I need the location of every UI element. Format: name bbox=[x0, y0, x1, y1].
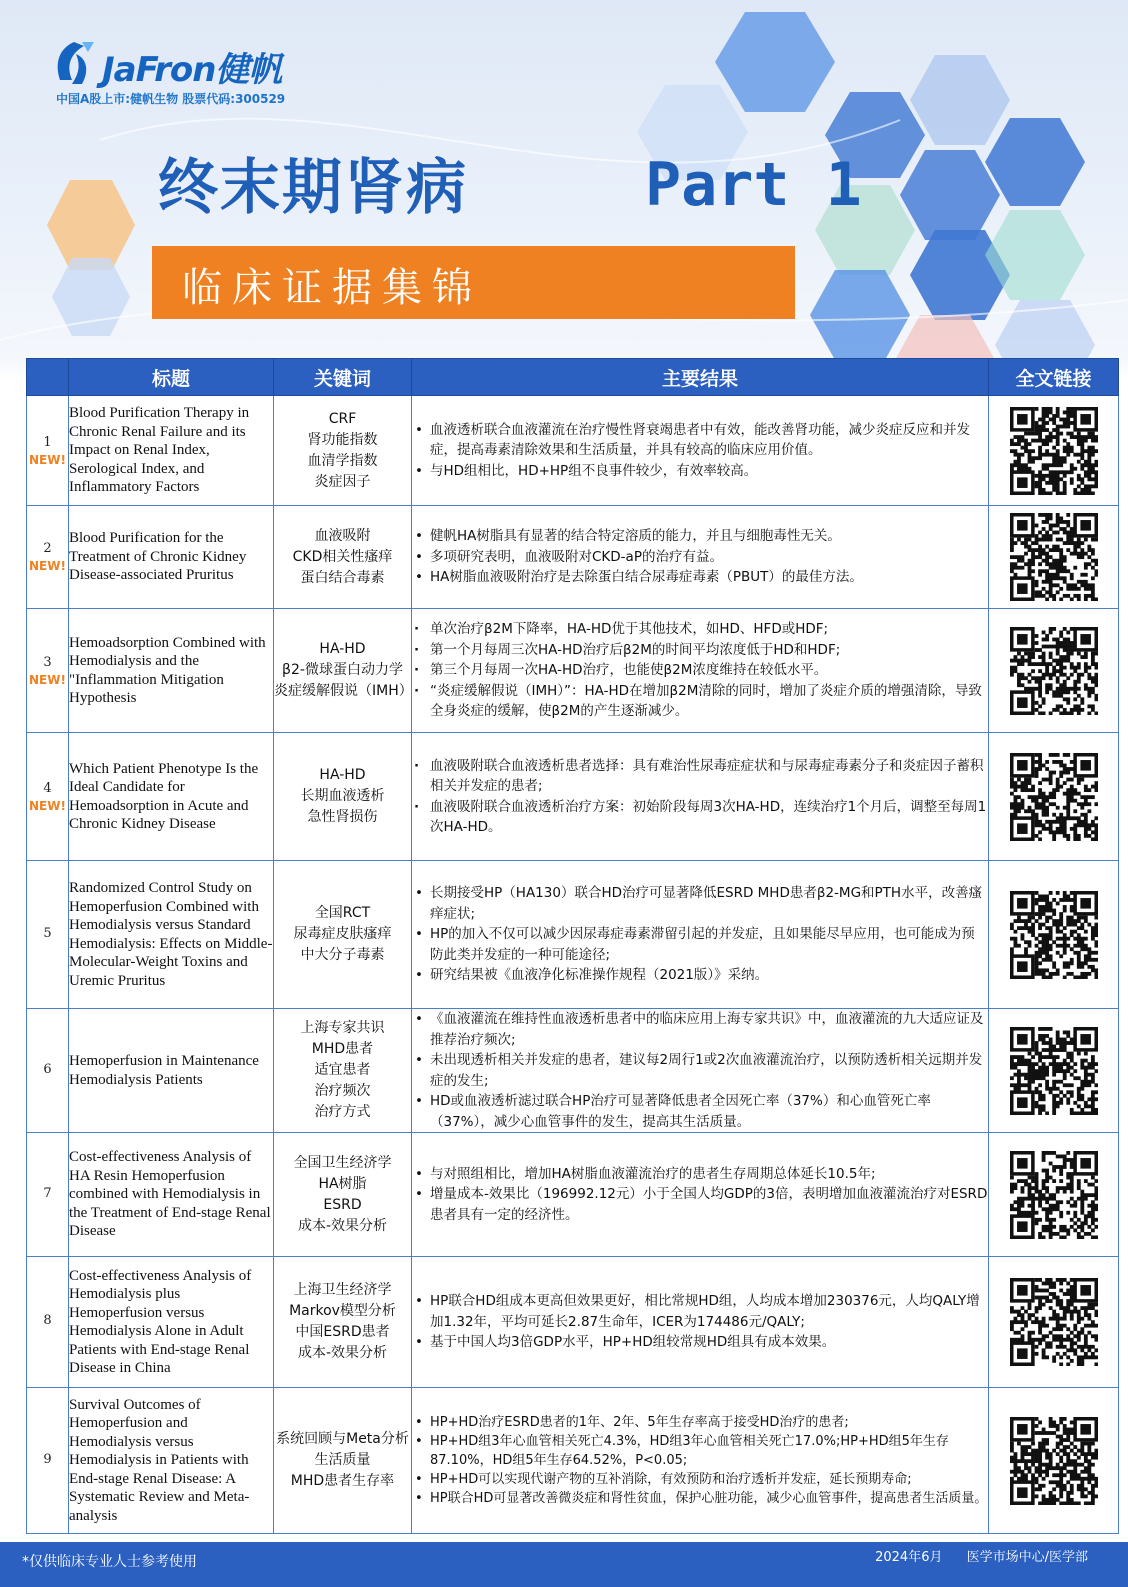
new-badge: NEW! bbox=[29, 798, 66, 813]
table-row bbox=[27, 609, 1119, 733]
result-item: · 单次治疗β2M下降率，HA-HD优于其他技术，如HD、HFD或HDF; bbox=[412, 619, 988, 640]
row-keywords bbox=[274, 1133, 412, 1257]
result-item: · 第一个月每周三次HA-HD治疗后β2M的时间平均浓度低于HD和HDF; bbox=[412, 640, 988, 661]
keyword: 中国ESRD患者 bbox=[295, 1324, 390, 1340]
result-item: • HP+HD可以实现代谢产物的互补消除，有效预防和治疗透析并发症，延长预期寿命; bbox=[412, 1470, 988, 1489]
keyword: 蛋白结合毒素 bbox=[300, 569, 385, 586]
new-badge: NEW! bbox=[29, 559, 66, 573]
footer bbox=[0, 1542, 1128, 1587]
row-keywords bbox=[274, 1257, 412, 1388]
footer-date: 2024年6月 bbox=[875, 1550, 943, 1565]
row-number: 7 bbox=[27, 1133, 69, 1257]
keyword: ESRD bbox=[323, 1196, 362, 1213]
row-keywords bbox=[274, 609, 412, 733]
keyword: Markov模型分析 bbox=[289, 1303, 396, 1319]
row-results bbox=[412, 861, 989, 1009]
header-results: 主要结果 bbox=[412, 359, 989, 396]
row-number: 5 bbox=[27, 861, 69, 1009]
keyword: 全国卫生经济学 bbox=[293, 1154, 392, 1171]
footer-right bbox=[855, 1546, 1088, 1565]
header-keywords: 关键词 bbox=[274, 359, 412, 396]
row-title: Blood Purification for the Treatment of Chronic Kidney Disease-associated Pruritus bbox=[69, 506, 274, 609]
row-keywords bbox=[274, 861, 412, 1009]
row-results bbox=[412, 1388, 989, 1534]
result-item: • 基于中国人均3倍GDP水平，HP+HD组较常规HD组具有成本效果。 bbox=[412, 1332, 988, 1353]
result-item: • 血液透析联合血液灌流在治疗慢性肾衰竭患者中有效，能改善肾功能，减少炎症反应和并发症，提高毒素清除效果和生活质量，并具有较高的临床应用价值。 bbox=[412, 420, 988, 461]
row-title: Blood Purification Therapy in Chronic Renal Failure and its Impact on Renal Index, Serological Index, and Inflammatory Factors bbox=[69, 396, 274, 506]
result-item: • HP的加入不仅可以减少因尿毒症毒素滞留引起的并发症，且如果能尽早应用，也可能成为预防此类并发症的一种可能途径; bbox=[412, 924, 988, 965]
keyword: 血液吸附 bbox=[314, 527, 371, 544]
keyword: HA树脂 bbox=[318, 1175, 367, 1192]
qr-cell[interactable] bbox=[989, 1009, 1119, 1133]
table-header bbox=[27, 359, 1119, 396]
keyword: 长期血液透析 bbox=[300, 788, 385, 804]
result-item: • HA树脂血液吸附治疗是去除蛋白结合尿毒症毒素（PBUT）的最佳方法。 bbox=[412, 567, 988, 588]
keyword: 炎症缓解假说（IMH） bbox=[274, 683, 413, 699]
new-badge: NEW! bbox=[29, 452, 66, 467]
row-number: 6 bbox=[27, 1009, 69, 1133]
qr-cell[interactable] bbox=[989, 733, 1119, 861]
result-item: • 研究结果被《血液净化标准操作规程（2021版）》采纳。 bbox=[412, 965, 988, 986]
qr-code-icon[interactable] bbox=[1010, 753, 1098, 841]
row-keywords bbox=[274, 1388, 412, 1534]
qr-code-icon[interactable] bbox=[1010, 1417, 1098, 1505]
qr-cell[interactable] bbox=[989, 609, 1119, 733]
qr-code-icon[interactable] bbox=[1010, 1278, 1098, 1366]
result-item: • HP联合HD组成本更高但效果更好，相比常规HD组，人均成本增加230376元，人均QALY增加1.32年，平均可延长2.87生命年，ICER为174486元/QALY; bbox=[412, 1291, 988, 1332]
qr-code-icon[interactable] bbox=[1010, 627, 1098, 715]
footer-dept: 医学市场中心/医学部 bbox=[966, 1550, 1088, 1565]
qr-code-icon[interactable] bbox=[1010, 1027, 1098, 1115]
result-item: • 与HD组相比，HD+HP组不良事件较少，有效率较高。 bbox=[412, 461, 988, 482]
table-row bbox=[27, 1388, 1119, 1534]
row-results bbox=[412, 506, 989, 609]
keyword: HA-HD bbox=[319, 767, 366, 783]
sail-logo-icon bbox=[52, 40, 96, 88]
part-label: Part 1 bbox=[645, 150, 862, 220]
table-row bbox=[27, 733, 1119, 861]
row-results bbox=[412, 1257, 989, 1388]
table-row bbox=[27, 1133, 1119, 1257]
row-number: 8 bbox=[27, 1257, 69, 1388]
qr-code-icon[interactable] bbox=[1010, 513, 1098, 601]
qr-cell[interactable] bbox=[989, 1257, 1119, 1388]
keyword: β2-微球蛋白动力学 bbox=[282, 662, 403, 678]
row-results bbox=[412, 1133, 989, 1257]
keyword: 上海专家共识 bbox=[300, 1020, 385, 1036]
qr-cell[interactable] bbox=[989, 506, 1119, 609]
row-title: Survival Outcomes of Hemoperfusion and Hemodialysis versus Hemodialysis in Patients with End-stage Renal Disease: A Systematic Review and Meta-analysis bbox=[69, 1388, 274, 1534]
keyword: 炎症因子 bbox=[314, 473, 371, 490]
result-item: • 增量成本-效果比（196992.12元）小于全国人均GDP的3倍，表明增加血液灌流治疗对ESRD患者具有一定的经济性。 bbox=[412, 1184, 988, 1225]
subtitle-banner bbox=[152, 246, 795, 319]
row-keywords bbox=[274, 396, 412, 506]
result-item: • 多项研究表明，血液吸附对CKD-aP的治疗有益。 bbox=[412, 547, 988, 568]
keyword: MHD患者 bbox=[311, 1041, 374, 1057]
row-number: 9 bbox=[27, 1388, 69, 1534]
row-results bbox=[412, 396, 989, 506]
disclaimer: *仅供临床专业人士参考使用 bbox=[22, 1554, 197, 1570]
result-item: • 未出现透析相关并发症的患者，建议每2周行1或2次血液灌流治疗，以预防透析相关远期并发症的发生; bbox=[412, 1050, 988, 1091]
keyword: 治疗频次 bbox=[314, 1083, 371, 1099]
result-item: • 《血液灌流在维持性血液透析患者中的临床应用上海专家共识》中，血液灌流的九大适应证及推荐治疗频次; bbox=[412, 1009, 988, 1050]
row-keywords bbox=[274, 506, 412, 609]
result-item: • HP联合HD可显著改善微炎症和肾性贫血，保护心脏功能，减少心血管事件，提高患者生活质量。 bbox=[412, 1489, 988, 1508]
row-title: Which Patient Phenotype Is the Ideal Candidate for Hemoadsorption in Acute and Chronic Kidney Disease bbox=[69, 733, 274, 861]
row-keywords bbox=[274, 1009, 412, 1133]
result-item: • HP+HD组3年心血管相关死亡4.3%，HD组3年心血管相关死亡17.0%;HP+HD组5年生存87.10%，HD组5年生存64.52%，P<0.05; bbox=[412, 1432, 988, 1470]
result-item: · “炎症缓解假说（IMH）”：HA-HD在增加β2M清除的同时，增加了炎症介质的增强清除，导致全身炎症的缓解，使β2M的产生逐渐减少。 bbox=[412, 681, 988, 722]
row-title: Hemoadsorption Combined with Hemodialysis and the "Inflammation Mitigation Hypothesis bbox=[69, 609, 274, 733]
keyword: MHD患者生存率 bbox=[290, 1473, 395, 1489]
keyword: 尿毒症皮肤瘙痒 bbox=[293, 926, 392, 942]
result-item: • HD或血液透析滤过联合HP治疗可显著降低患者全因死亡率（37%）和心血管死亡率（37%），减少心血管事件的发生，提高其生活质量。 bbox=[412, 1091, 988, 1132]
header-title: 标题 bbox=[69, 359, 274, 396]
qr-cell[interactable] bbox=[989, 1133, 1119, 1257]
row-results bbox=[412, 733, 989, 861]
keyword: 中大分子毒素 bbox=[300, 947, 385, 963]
qr-code-icon[interactable] bbox=[1010, 407, 1098, 495]
keyword: CKD相关性瘙痒 bbox=[292, 548, 393, 565]
result-item: • 健帆HA树脂具有显著的结合特定溶质的能力，并且与细胞毒性无关。 bbox=[412, 526, 988, 547]
row-number: 2 NEW! bbox=[27, 506, 69, 609]
keyword: 上海卫生经济学 bbox=[293, 1282, 392, 1298]
result-item: · 第三个月每周一次HA-HD治疗，也能使β2M浓度维持在较低水平。 bbox=[412, 660, 988, 681]
keyword: 成本-效果分析 bbox=[297, 1217, 388, 1234]
page-title: 终末期肾病 bbox=[158, 153, 468, 223]
row-number: 4 NEW! bbox=[27, 733, 69, 861]
result-item: · 血液吸附联合血液透析治疗方案：初始阶段每周3次HA-HD，连续治疗1个月后，调整至每周1次HA-HD。 bbox=[412, 797, 988, 838]
result-item: · 血液吸附联合血液透析患者选择：具有难治性尿毒症症状和与尿毒症毒素分子和炎症因子蓄积相关并发症的患者; bbox=[412, 756, 988, 797]
table-row bbox=[27, 506, 1119, 609]
keyword: 治疗方式 bbox=[314, 1104, 371, 1120]
qr-cell[interactable] bbox=[989, 861, 1119, 1009]
table-row bbox=[27, 1009, 1119, 1133]
keyword: 适宜患者 bbox=[314, 1062, 371, 1078]
table-row bbox=[27, 396, 1119, 506]
keyword: 生活质量 bbox=[314, 1452, 371, 1468]
table-row bbox=[27, 1257, 1119, 1388]
row-title: Hemoperfusion in Maintenance Hemodialysis Patients bbox=[69, 1009, 274, 1133]
table-row bbox=[27, 861, 1119, 1009]
keyword: 血清学指数 bbox=[307, 452, 378, 469]
evidence-table bbox=[26, 358, 1119, 1534]
keyword: 系统回顾与Meta分析 bbox=[276, 1431, 409, 1447]
header-link: 全文链接 bbox=[989, 359, 1119, 396]
keyword: CRF bbox=[328, 410, 357, 427]
result-item: • 长期接受HP（HA130）联合HD治疗可显著降低ESRD MHD患者β2-MG和PTH水平，改善瘙痒症状; bbox=[412, 883, 988, 924]
row-title: Cost-effectiveness Analysis of Hemodialysis plus Hemoperfusion versus Hemodialysis Alone in Adult Patients with End-stage Renal Disease in China bbox=[69, 1257, 274, 1388]
qr-cell[interactable] bbox=[989, 1388, 1119, 1534]
row-results bbox=[412, 609, 989, 733]
keyword: 全国RCT bbox=[314, 905, 371, 921]
keyword: HA-HD bbox=[319, 641, 366, 657]
row-results bbox=[412, 1009, 989, 1133]
row-title: Cost-effectiveness Analysis of HA Resin Hemoperfusion combined with Hemodialysis in the Treatment of End-stage Renal Disease bbox=[69, 1133, 274, 1257]
result-item: • 与对照组相比，增加HA树脂血液灌流治疗的患者生存周期总体延长10.5年; bbox=[412, 1164, 988, 1185]
row-title: Randomized Control Study on Hemoperfusion Combined with Hemodialysis versus Standard Hemodialysis: Effects on Middle-Molecular-Weight Toxins and Uremic Pruritus bbox=[69, 861, 274, 1009]
keyword: 急性肾损伤 bbox=[307, 809, 378, 825]
row-number: 3 NEW! bbox=[27, 609, 69, 733]
qr-code-icon[interactable] bbox=[1010, 891, 1098, 979]
subtitle-text: 临床证据集锦 bbox=[182, 265, 482, 311]
keyword: 肾功能指数 bbox=[307, 431, 378, 448]
new-badge: NEW! bbox=[29, 672, 66, 687]
row-keywords bbox=[274, 733, 412, 861]
logo-text: JaFron健帆 bbox=[102, 50, 282, 90]
stock-info: 中国A股上市:健帆生物 股票代码:300529 bbox=[56, 92, 286, 106]
keyword: 成本-效果分析 bbox=[297, 1345, 388, 1361]
result-item: • HP+HD治疗ESRD患者的1年、2年、5年生存率高于接受HD治疗的患者; bbox=[412, 1413, 988, 1432]
qr-code-icon[interactable] bbox=[1010, 1151, 1098, 1239]
qr-cell[interactable] bbox=[989, 396, 1119, 506]
row-number: 1 NEW! bbox=[27, 396, 69, 506]
header-num bbox=[27, 359, 69, 396]
